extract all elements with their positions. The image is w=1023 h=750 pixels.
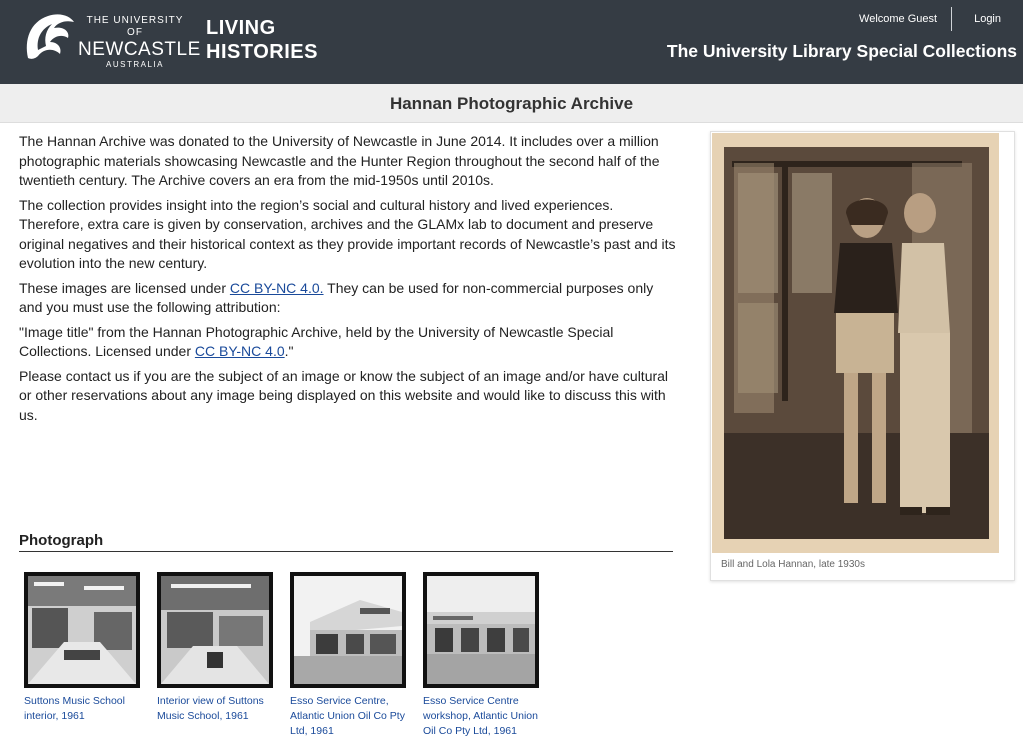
intro-paragraph-5: Please contact us if you are the subject of an image or know the subject of an image and/or have cultural or other reservations about any image being displayed on this website and would like to discuss this with us. <box>19 367 669 423</box>
photograph-list <box>24 572 684 742</box>
intro-paragraph-2: The collection provides insight into the region’s social and cultural history and lived experiences. Therefore, extra care is given by conservation, archives and the GLAMx lab to document and preserve original negatives and their historical context as they provide important records of Newcastle’s past and its evolution into the new century. <box>19 196 676 271</box>
user-links <box>859 6 1001 32</box>
site-title[interactable]: The University Library Special Collections <box>666 41 1017 61</box>
feature-image-card <box>710 131 1015 581</box>
photograph-caption-link[interactable]: Interior view of Suttons Music School, 1961 <box>157 695 264 722</box>
brand-line-2: HISTORIES <box>206 41 318 63</box>
license-text-before: These images are licensed under <box>19 279 230 296</box>
photograph-thumbnail[interactable] <box>24 572 140 688</box>
photograph-section-title: Photograph <box>19 532 673 552</box>
photograph-caption-link[interactable]: Esso Service Centre workshop, Atlantic Union Oil Co Pty Ltd, 1961 <box>423 695 538 737</box>
university-logo-icon[interactable] <box>20 10 76 64</box>
attribution-text-before: "Image title" from the Hannan Photographic Archive, held by the University of Newcastle Special Collections. Licensed under <box>19 323 614 359</box>
photograph-caption-link[interactable]: Suttons Music School interior, 1961 <box>24 695 125 722</box>
photograph-item[interactable] <box>157 572 277 724</box>
attribution-text-after: ." <box>284 343 294 359</box>
site-header <box>0 0 1023 84</box>
brand-line-1: LIVING <box>206 17 276 39</box>
photograph-thumbnail[interactable] <box>157 572 273 688</box>
page-title: Hannan Photographic Archive <box>389 94 634 113</box>
university-top-text: THE UNIVERSITY OF <box>86 15 184 38</box>
feature-photo <box>712 133 999 553</box>
photograph-item[interactable] <box>290 572 410 739</box>
intro-paragraph-1: The Hannan Archive was donated to the University of Newcastle in June 2014. It includes over a million photographic materials showcasing Newcastle and the Hunter Region throughout the second half of the twentieth century. The Archive covers an era from the mid-1950s until 2010s. <box>19 133 660 188</box>
photograph-thumbnail[interactable] <box>423 572 539 688</box>
page-title-bar <box>0 84 1023 123</box>
university-wordmark <box>78 15 201 70</box>
attribution-license-link[interactable]: CC BY-NC 4.0 <box>194 343 285 359</box>
license-link[interactable]: CC BY-NC 4.0. <box>229 279 324 296</box>
photograph-item[interactable] <box>423 572 543 739</box>
university-country-text: AUSTRALIA <box>106 60 164 69</box>
feature-caption: Bill and Lola Hannan, late 1930s <box>721 559 865 570</box>
photograph-caption-link[interactable]: Esso Service Centre, Atlantic Union Oil Co Pty Ltd, 1961 <box>290 695 405 737</box>
welcome-text: Welcome Guest <box>859 13 938 25</box>
license-text-after: They can be used for non-commercial purposes only and you must use the following attribution: <box>19 279 654 315</box>
university-name-text: NEWCASTLE <box>78 39 201 60</box>
photograph-thumbnail[interactable] <box>290 572 406 688</box>
login-link[interactable]: Login <box>974 13 1001 25</box>
photograph-item[interactable] <box>24 572 144 724</box>
intro-paragraph-3 <box>19 279 679 318</box>
intro-text <box>19 132 679 430</box>
intro-paragraph-4 <box>19 323 679 362</box>
living-histories-brand[interactable] <box>206 16 318 64</box>
